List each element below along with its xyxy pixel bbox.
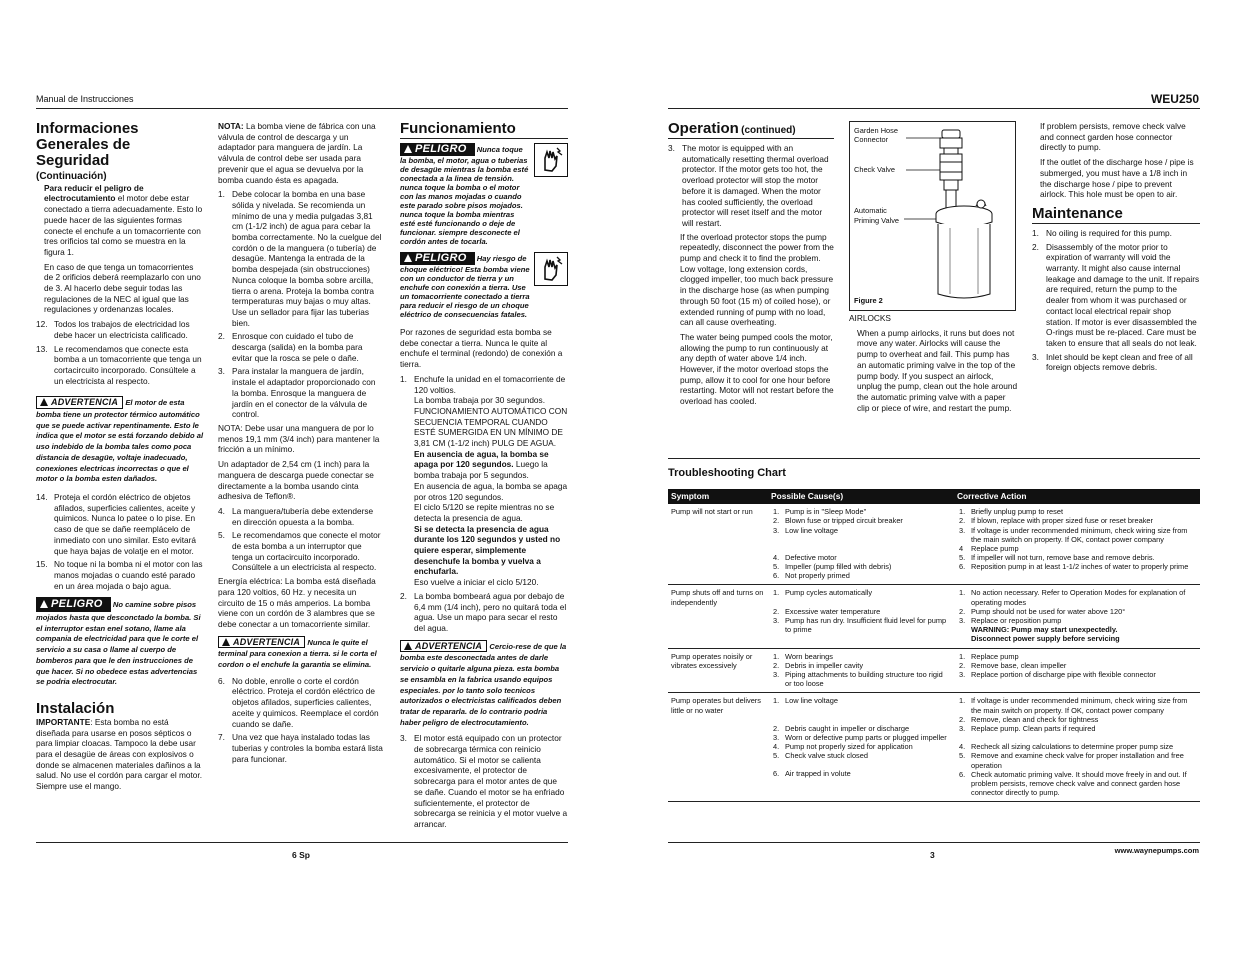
left-col3 xyxy=(400,121,568,833)
actions-cell xyxy=(954,693,1200,802)
list-item: 3. Replace pump. Clean parts if required xyxy=(959,724,1096,734)
airlocks-text: When a pump airlocks, it runs but does not move any water. Airlocks will cause the pump to overheat and fail. This pump has an automatic priming valve in the top of the pump body. If you suspect an airlock, unplug the pump, clean out the hole around the automatic priming valve with a paper clip or piece of wire, and restart the pump. xyxy=(857,327,1018,413)
energia-note: Energía eléctrica: La bomba está diseñada para 120 voltios, 60 Hz. y necesita un circuito de 15 o más amperios. La bomba viene con un cordón de 3 alambres que se debe conectar a un tomacorriente similar. xyxy=(218,576,376,629)
list-item xyxy=(771,760,951,769)
left-footer-rule xyxy=(36,842,568,843)
list-item: 4 Replace pump xyxy=(959,544,1019,554)
list-item: 1. Replace pump xyxy=(959,651,1019,661)
list-item: 3. Piping attachments to building structure too rigid or too loose xyxy=(773,670,943,689)
nota-2: NOTA: Debe usar una manguera de por lo menos 19,1 mm (3/4 inch) para mantener la fricción a un mínimo. xyxy=(218,422,380,455)
warning-triangle-icon xyxy=(40,600,48,608)
header-symptom: Symptom xyxy=(668,489,768,504)
advertencia-badge: ADVERTENCIA xyxy=(400,640,487,653)
list-item: 2. Remove base, clean impeller xyxy=(959,660,1067,670)
left-header-rule xyxy=(36,108,568,109)
adapter-note: Un adaptador de 2,54 cm (1 inch) para la manguera de descarga puede conectar se directamente a la bomba usando cinta adhesiva de Teflon®. xyxy=(218,459,374,502)
safety-item-12: 12. Todos los trabajos de electricidad los debe hacer un electricista calificado. xyxy=(36,319,190,340)
warning-triangle-icon xyxy=(404,145,412,153)
peligro-block-1: PELIGRO No camine sobre pisos mojados hasta que desconctado la bomba. Si el interruptor estan enel sotano, llame ala compania de electricidad para que le corte el servicio a su casa o llame al cuerpo de bomberos para que le den instrucciones de que hacer. Si no obedece estas advertencias se podria electrocutar. xyxy=(36,598,201,687)
peligro-badge: PELIGRO xyxy=(400,143,475,156)
electric-hand-icon xyxy=(534,143,568,177)
maintenance-title: Maintenance xyxy=(1032,204,1123,222)
warning-triangle-icon xyxy=(404,642,412,650)
inst-item-5: 5. Le recomendamos que conecte el motor de esta bomba a un interruptor que tenga un cortacircuito incorporado. Consúltele a un electricista al respecto. xyxy=(218,530,381,573)
causes-cell xyxy=(768,504,954,585)
list-item: 1. Pump cycles automatically xyxy=(773,588,873,598)
pump-illustration xyxy=(902,124,1014,302)
actions-cell xyxy=(954,585,1200,648)
safety-item-15: 15. No toque ni la bomba ni el motor con las manos mojadas o cuando esté parado en un área mojada o bajo agua. xyxy=(36,559,203,591)
installation-title: Instalación xyxy=(36,699,115,717)
maint-item-1: 1. No oiling is required for this pump. xyxy=(1032,227,1172,238)
func-item-1: 1. Enchufe la unidad en el tomacorriente de 120 voltios. La bomba trabaja por 30 segundos. FUNCIONAMIENTO AUTOMÁTICO CON SECUENCIA TEMPORAL CUANDO ESTÉ SUMERGIDA EN UN MÍNIMO DE 3,81 CM (1-1/2 inch) PULG DE AGUA. En ausencia de agua, la bomba se apaga por 120 segundos. Luego la bomba trabaja por 5 segundos. En ausencia de agua, la bomba se apaga por otros 120 segundos. El ciclo 5/120 se repite mientras no se detecta la presencia de agua. Si se detecta la presencia de agua durante los 120 segundos y usted no quiere esperar, simplemente desenchufe la bomba y vuelva a enchufarla. Eso vuelve a iniciar el ciclo 5/120. xyxy=(400,373,568,588)
table-row xyxy=(668,504,1200,585)
actions-cell xyxy=(954,504,1200,585)
maint-item-2: 2. Disassembly of the motor prior to expiration of warranty will void the warranty. It might also cause internal leakage and damage to the unit. If repairs are required, return the pump to the dealer from whom it was purchased or contact local electrical repair shop station. If motor is ever disassembled the O-rings must be re-placed. Care must be taken to ensure that all seals do not leak. xyxy=(1032,241,1200,348)
list-item: 2. If blown, replace with proper sized fuse or reset breaker xyxy=(959,516,1153,526)
left-col2 xyxy=(218,121,384,767)
causes-cell xyxy=(768,648,954,693)
right-page xyxy=(618,0,1235,954)
symptom-cell: Pump operates but delivers little or no water xyxy=(668,693,768,802)
right-col1 xyxy=(668,121,834,411)
list-item: 3. Low line voltage xyxy=(773,525,839,535)
symptom-cell: Pump will not start or run xyxy=(668,504,768,585)
operation-rule xyxy=(668,138,834,139)
troubleshoot-rule xyxy=(668,458,1200,459)
seguridad-text: Por razones de seguridad esta bomba se debe conectar a tierra. Nunca le quite al enchufe el terminal (redondo) de conexión a tierra. xyxy=(400,327,563,370)
list-item: 2. Pump should not be used for water above 120° xyxy=(959,606,1126,616)
list-item xyxy=(771,598,951,607)
right-footer-rule xyxy=(668,842,1200,843)
left-col1 xyxy=(36,121,204,796)
list-item: 5. Remove and examine check valve for proper installation and free operation xyxy=(959,751,1184,770)
symptom-cell: Pump operates noisily or vibrates excessively xyxy=(668,648,768,693)
advertencia-block-1: ADVERTENCIA El motor de esta bomba tiene un protector térmico automático que se puede activar repentinamente. Esto le indica que el motor se está forzando debido al uso indebido de la bomba tales como poca distancia de desagüe, voltaje inadecuado, conexiones electricas incorrectas o que el motor o la bomba esten dañados. xyxy=(36,397,204,484)
table-row xyxy=(668,648,1200,693)
list-item xyxy=(771,544,951,553)
funcionamiento-title: Funcionamiento xyxy=(400,120,516,137)
list-item: 6. Not properly primed xyxy=(773,571,850,581)
troubleshooting-title: Troubleshooting Chart xyxy=(668,467,786,479)
list-item: 2. Debris caught in impeller or discharge xyxy=(773,723,910,733)
airlocks-title: AIRLOCKS xyxy=(849,313,891,323)
inst-item-6: 6. No doble, enrolle o corte el cordón eléctrico. Proteja el cordón eléctrico de objetos afilados, superficies calientes, aceite y quimicos. Reemplace el cordón cuando se dañe. xyxy=(218,675,379,729)
op-paragraph-3: The water being pumped cools the motor, allowing the pump to run continuously at any depth of water above 1/4 inch. However, if the motor overload stops the pump, allow it to cool for one hour before restarting. Motor will not restart before the overload has cooled. xyxy=(680,331,834,407)
inst-item-3: 3. Para instalar la manguera de jardín, instale el adaptador proporcionado con la bomba. Enrosque la manguera de jardín en el conector de la válvula de control. xyxy=(218,366,376,420)
list-item: 6. Check automatic priming valve. It should move freely in and out. If problem persists, remove check valve and connect garden hose connector directly to pump. xyxy=(959,769,1187,798)
warning-triangle-icon xyxy=(404,254,412,262)
figure-2 xyxy=(849,121,1016,311)
safety-item-14: 14. Proteja el cordón eléctrico de objetos afilados, superficies calientes, aceite y quimicos. Nunca lo patee o lo pise. En caso de que se dañe reemplácelo de inmediato con uno similar. Esto evitará que haya bajas de volatje en el motor. xyxy=(36,491,197,556)
list-item: 3. Pump has run dry. Insufficient fluid level for pump to prime xyxy=(773,615,947,635)
peligro-badge: PELIGRO xyxy=(36,597,111,612)
list-item: 2. Debris in impeller cavity xyxy=(773,660,864,670)
troubleshooting-table-wrap xyxy=(668,489,1200,802)
causes-cell xyxy=(768,585,954,648)
fig-label-check-valve: Check Valve xyxy=(854,165,895,174)
right-header-rule xyxy=(668,108,1200,109)
inst-item-7: 7. Una vez que haya instalado todas las tuberias y controles la bomba estará lista para funcionar. xyxy=(218,732,383,764)
peligro-badge: PELIGRO xyxy=(400,252,475,265)
maint-item-3: 3. Inlet should be kept clean and free of all foreign objects remove debris. xyxy=(1032,351,1193,373)
model-number: WEU250 xyxy=(1150,92,1199,106)
list-item: 3. Replace portion of discharge pipe with flexible connector xyxy=(959,670,1156,680)
safety-subtitle: (Continuación) xyxy=(36,171,107,182)
warning-triangle-icon xyxy=(40,398,48,406)
advertencia-block-2: ADVERTENCIA Nunca le quite el terminal para conexion a tierra. si le corta el cordon o el enchufe la garantia se elimina. xyxy=(218,636,377,670)
list-item: 4. Recheck all sizing calculations to determine proper pump size xyxy=(959,742,1174,752)
actions-cell xyxy=(954,648,1200,693)
list-item: 2. Blown fuse or tripped circuit breaker xyxy=(773,516,903,526)
right-page-number: 3 xyxy=(930,850,935,860)
list-item: 4. Defective motor xyxy=(773,552,837,562)
func-item-2: 2. La bomba bombeará agua por debajo de 6,4 mm (1/4 inch), pero no quitará toda el agua. Use un mapo para secar el resto del agua. xyxy=(400,590,567,633)
list-item: 5. If impeller will not turn, remove base and remove debris. xyxy=(959,553,1155,563)
inst-item-1: 1. Debe colocar la bomba en una base sólida y nivelada. Se recomienda un mínimo de una y media pulgadas 3,81 cm (1-1/2 inch) de agua para cebar la bomba correctamente. No la cuelgue del cordón o de la manguera (o tubería) de desagüe. Mantenga la entrada de la bomba despejada (sin obstrucciones) Nunca coloque la bomba sobre arcilla, tierra o arena. Proteja la bomba contra termperaturas muy bajas o muy altas. Use un sellador para fijar las tuberias bien. xyxy=(218,189,382,328)
left-page-number: 6 Sp xyxy=(292,850,310,860)
table-row xyxy=(668,693,1200,802)
safety-p1: Para reducir el peligro de electrocutamiento el motor debe estar conectado a tierra adecuadamente. Esto lo puede hacer de las siguientes formas conecte el enchufe a un tomacorriente con tres orificios tal como se muestra en la figura 1. xyxy=(44,182,203,257)
fig-label-priming-valve: Automatic Priming Valve xyxy=(854,206,900,225)
persist-text: If problem persists, remove check valve and connect garden hose connector directly to pump. xyxy=(1040,121,1186,153)
safety-p2: En caso de que tenga un tomacorrientes de 2 orificios deberá reemplazarlo con uno de 3. Al hacerlo debe seguir todas las regulaciones de la NEC al igual que las regulaciones y ordenanzas locales. xyxy=(44,261,201,315)
list-item: 1. Pump is in "Sleep Mode" xyxy=(773,507,867,517)
list-item: 2. Remove, clean and check for tightness xyxy=(959,714,1099,724)
warning-triangle-icon xyxy=(222,638,230,646)
left-header: Manual de Instrucciones xyxy=(36,94,134,104)
inst-item-2: 2. Enrosque con cuidado el tubo de descarga (salida) en la bomba para evitar que la rosca se pele o dañe. xyxy=(218,331,363,363)
header-causes: Possible Cause(s) xyxy=(768,489,954,504)
safety-item-13: 13. Le recomendamos que conecte esta bomba a un tomacorriente que tenga un cortacircuito incorporado. Consúltele a un electricista al respecto. xyxy=(36,343,202,386)
nota-1: NOTA: La bomba viene de fábrica con una válvula de control de descarga y un adaptador para manguera de jardín. La válvula de control debe ser usada para prevenir que el agua se devuelva por la bomba cuando ésta es apagada. xyxy=(218,121,376,185)
left-page xyxy=(0,0,617,954)
op-item-3: 3. The motor is equipped with an automatically resetting thermal overload protector. If the motor gets too hot, the overload protector will stop the motor before it is damaged. When the motor has cooled sufficiently, the overload protector will reset itself and the motor will restart. xyxy=(668,143,829,228)
list-item: 6. Air trapped in volute xyxy=(773,769,851,779)
footer-url: www.waynepumps.com xyxy=(1114,846,1199,855)
funcionamiento-rule xyxy=(400,138,568,139)
list-item: 4. Pump not properly sized for application xyxy=(773,742,913,752)
causes-cell xyxy=(768,693,954,802)
advertencia-badge: ADVERTENCIA xyxy=(218,636,305,649)
list-item: 5. Impeller (pump filled with debris) xyxy=(773,562,892,572)
list-item xyxy=(771,706,951,715)
func-item-3: 3. El motor está equipado con un protector de sobrecarga térmica con reinicio automático. Si el motor se calienta excesivamente, el protector de sobrecarga para el motor antes de que se dañe. Cuando el motor se ha enfriado suficientemente, el protector de sobrecarga se reinicia y el motor vuelve a arrancar. xyxy=(400,733,568,829)
symptom-cell: Pump shuts off and turns on independently xyxy=(668,585,768,648)
peligro-block-2: PELIGRO Nunca toque la bomba, el motor, agua o tuberias de desagüe mientras la bomba esté conectada a la linea de tensión. nunca toque la bomba o el motor con las manos mojadas o cuando este parado sobre pisos mojados. nunca toque la bomba mientras esté esté funcionando o deje de funcionar. siempre desconecte el cordón antes de tocarla. xyxy=(400,143,568,246)
list-item xyxy=(771,715,951,724)
table-row xyxy=(668,585,1200,648)
fig-label-garden-hose: Garden Hose Connector xyxy=(854,126,898,144)
header-action: Corrective Action xyxy=(954,489,1200,504)
list-item xyxy=(771,535,951,544)
list-item xyxy=(957,733,1197,742)
list-item: 3. If voltage is under recommended minimum, check wiring size from the main switch on property. If OK, contact power company xyxy=(959,525,1188,544)
table-header-row xyxy=(668,489,1200,504)
right-col3 xyxy=(1032,121,1200,376)
list-item: 1. Worn bearings xyxy=(773,651,833,661)
advertencia-block-3: ADVERTENCIA Cercio-rese de que la bomba este desconectada antes de darle servicio o quitarle alguna pieza. esta bomba se ensambla en la fabrica usando equipos especiales. por lo tanto solo tecnicos autorizados o electricistas calificados deben tratar de repararla. de lo contrario podria haber peligro de electrocutamiento. xyxy=(400,640,567,727)
list-item: 3. Replace or reposition pump xyxy=(959,616,1062,626)
figure-caption: Figure 2 xyxy=(854,296,883,305)
advertencia-badge: ADVERTENCIA xyxy=(36,396,123,409)
list-item: 1. If voltage is under recommended minimum, check wiring size from the main switch on property. If OK, contact power company xyxy=(959,696,1188,715)
installation-text: IMPORTANTE: Esta bomba no está diseñada para usarse en posos sépticos o para limpiar cloacas. Tampoco la debe usar para el desagüe de áreas con explosivos o donde se almacenen materiales dañinos a la salud. No use el cordón para cargar el motor. Siempre use el mango. xyxy=(36,716,203,792)
peligro-block-3: PELIGRO Hay riesgo de choque eléctrico! Esta bomba viene con un conductor de tierra y un enchufe con conexión a tierra. Use un tomacorriente conectado a tierra para reducir el riesgo de un choque eléctrico de consecuencias fatales. xyxy=(400,252,568,319)
airlocks-section xyxy=(849,313,1019,417)
inst-item-4: 4. La manguera/tubería debe extenderse en dirección opuesta a la bomba. xyxy=(218,505,374,527)
action-warning: WARNING: Pump may start unexpectedly. xyxy=(971,625,1118,635)
outlet-text: If the outlet of the discharge hose / pipe is submerged, you must have a 1/8 inch in the discharge hose / pipe to prevent airlock. This hole must be open to air. xyxy=(1040,157,1194,200)
electric-hand-icon xyxy=(534,252,568,286)
op-paragraph-2: If the overload protector stops the pump repeatedly, disconnect the power from the pump and check it to find the problem. Low voltage, long extension cords, clogged impeller, too much back pressure in the discharge hose (as when pumping through 50 foot (15 m) of coiled hose), or extended running of pump with no load, can all cause overheating. xyxy=(680,231,834,328)
safety-title-2: Generales de Seguridad xyxy=(36,136,131,169)
action-warning: Disconnect power supply before servicing xyxy=(971,634,1120,644)
maintenance-rule xyxy=(1032,223,1200,224)
list-item: 6. Reposition pump in at least 1-1/2 inches of water to properly prime xyxy=(959,562,1189,572)
list-item: 5. Check valve stuck closed xyxy=(773,751,868,761)
list-item: 1. Briefly unplug pump to reset xyxy=(959,507,1064,517)
safety-title-1: Informaciones xyxy=(36,120,139,137)
troubleshooting-table xyxy=(668,489,1200,802)
list-item: 1. Low line voltage xyxy=(773,696,839,706)
list-item: 3. Worn or defective pump parts or plugged impeller xyxy=(773,732,947,742)
list-item: 1. No action necessary. Refer to Operation Modes for explanation of operating modes xyxy=(959,588,1186,607)
operation-title: Operation (continued) xyxy=(668,120,796,137)
list-item: 2. Excessive water temperature xyxy=(773,606,881,616)
